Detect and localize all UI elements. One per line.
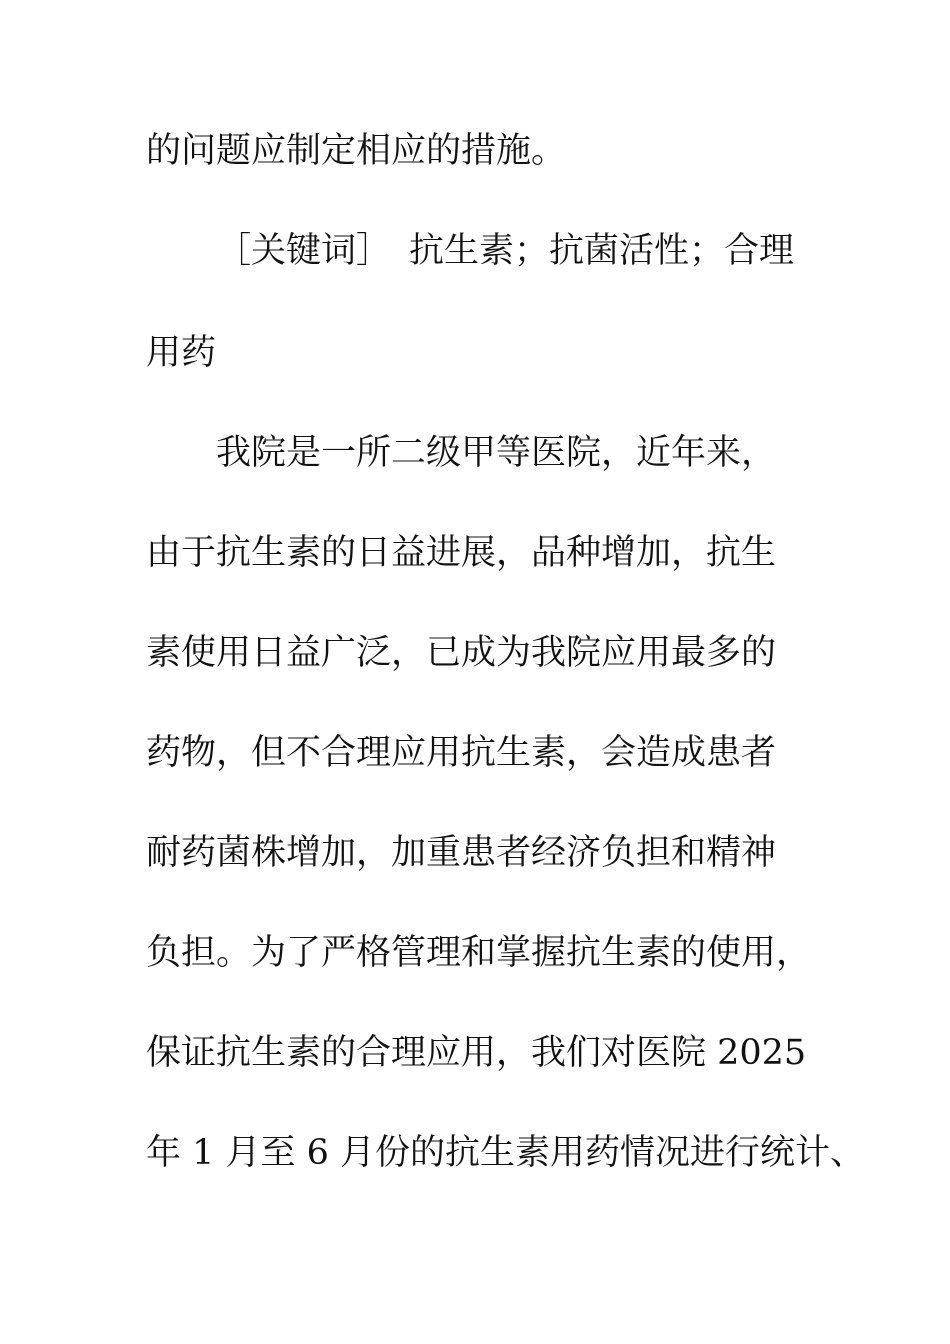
keywords-line — [216, 231, 794, 271]
body-paragraph-line: 我院是一所二级甲等医院，近年来， — [216, 433, 777, 473]
keywords-continuation: 用药 — [146, 333, 217, 373]
keywords-text: 抗生素；抗菌活性；合理 — [409, 231, 795, 271]
body-paragraph-line: 负担。为了严格管理和掌握抗生素的使用， — [146, 933, 812, 973]
body-paragraph-line: 保证抗生素的合理应用，我们对医院 2025 — [146, 1033, 807, 1073]
body-paragraph-line: 年 1 月至 6 月份的抗生素用药情况进行统计、 — [146, 1133, 866, 1173]
body-paragraph-line: 由于抗生素的日益进展，品种增加，抗生 — [146, 533, 777, 573]
body-paragraph-line: 耐药菌株增加，加重患者经济负担和精神 — [146, 833, 777, 873]
body-paragraph-line: 素使用日益广泛，已成为我院应用最多的 — [146, 633, 777, 673]
abstract-tail-line: 的问题应制定相应的措施。 — [146, 131, 567, 171]
keywords-label: ［关键词］ — [216, 231, 392, 271]
body-paragraph-line: 药物，但不合理应用抗生素，会造成患者 — [146, 733, 777, 773]
